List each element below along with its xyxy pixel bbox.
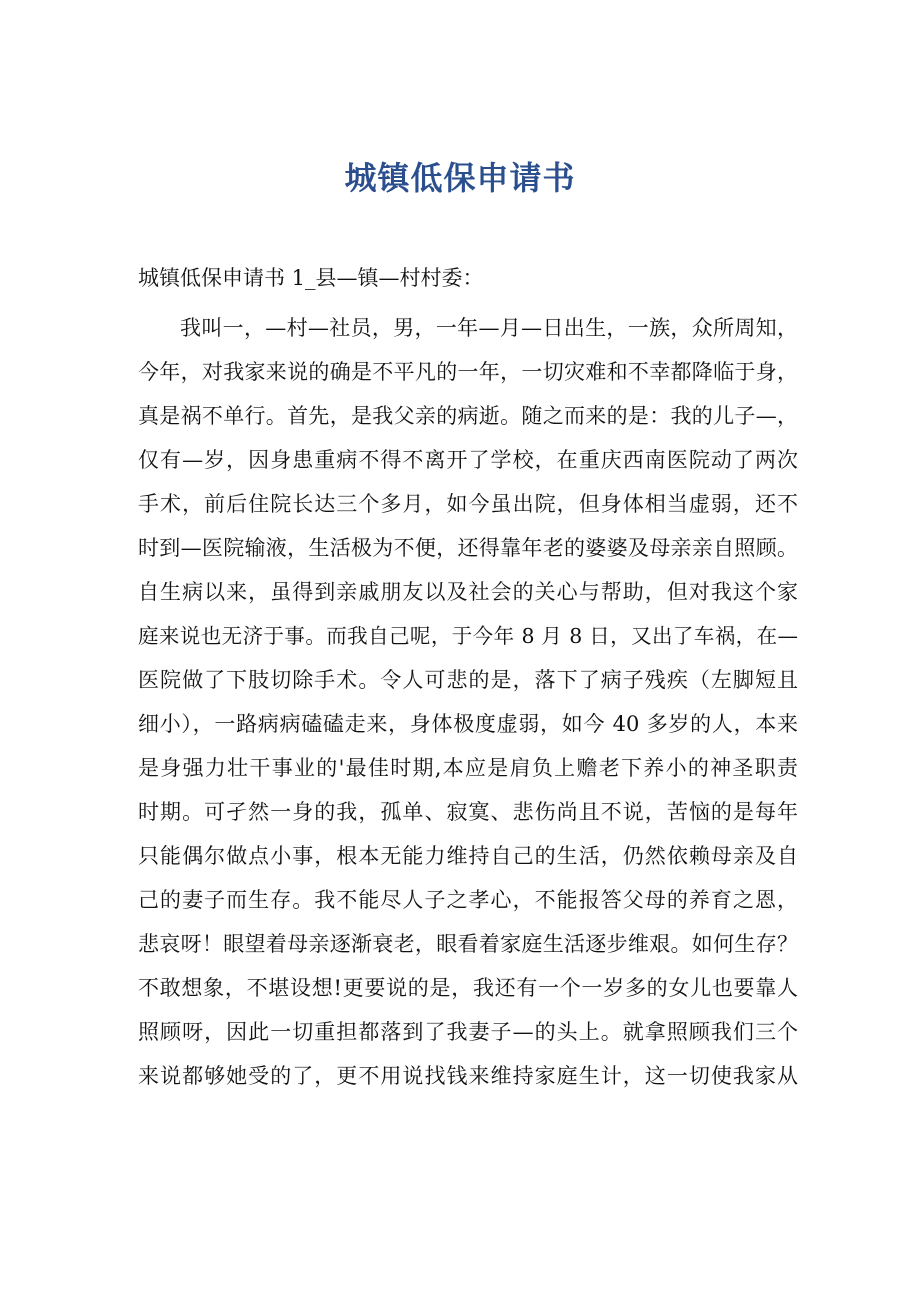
body-line: 己的妻子而生存。我不能尽人子之孝心，不能报答父母的养育之恩， xyxy=(138,888,798,912)
body-line: 照顾呀，因此一切重担都落到了我妻子—的头上。就拿照顾我们三个 xyxy=(138,1020,798,1044)
body-line: 庭来说也无济于事。而我自己呢，于今年 8 月 8 日，又出了车祸，在— xyxy=(138,624,798,648)
body-line: 真是祸不单行。首先，是我父亲的病逝。随之而来的是：我的儿子—， xyxy=(138,404,798,428)
body-line: 手术，前后住院长达三个多月，如今虽出院，但身体相当虚弱，还不 xyxy=(138,492,798,516)
body-line: 是身强力壮干事业的'最佳时期,本应是肩负上赡老下养小的神圣职责 xyxy=(138,756,798,780)
body-line: 医院做了下肢切除手术。令人可悲的是，落下了病子残疾（左脚短且 xyxy=(138,668,798,692)
body-line: 细小），一路病病磕磕走来，身体极度虚弱，如今 40 多岁的人，本来 xyxy=(138,712,798,736)
body-line: 来说都够她受的了，更不用说找钱来维持家庭生计，这一切使我家从 xyxy=(138,1064,798,1088)
body-line: 只能偶尔做点小事，根本无能力维持自己的生活，仍然依赖母亲及自 xyxy=(138,844,798,868)
body-line: 不敢想象，不堪设想!更要说的是，我还有一个一岁多的女儿也要靠人 xyxy=(138,976,798,1000)
body-line: 自生病以来，虽得到亲戚朋友以及社会的关心与帮助，但对我这个家 xyxy=(138,580,798,604)
body-line: 我叫一，—村—社员，男，一年—月—日出生，一族，众所周知， xyxy=(180,316,798,340)
body-line: 今年，对我家来说的确是不平凡的一年，一切灾难和不幸都降临于身， xyxy=(138,360,798,384)
body-line: 仅有—岁，因身患重病不得不离开了学校，在重庆西南医院动了两次 xyxy=(138,448,798,472)
body-line: 时期。可孑然一身的我，孤单、寂寞、悲伤尚且不说，苦恼的是每年 xyxy=(138,800,798,824)
salutation-line: 城镇低保申请书 1_县—镇—村村委： xyxy=(138,266,484,290)
body-line: 悲哀呀！眼望着母亲逐渐衰老，眼看着家庭生活逐步维艰。如何生存？ xyxy=(138,932,798,956)
body-line: 时到—医院输液，生活极为不便，还得靠年老的婆婆及母亲亲自照顾。 xyxy=(138,536,798,560)
document-title: 城镇低保申请书 xyxy=(344,159,576,197)
